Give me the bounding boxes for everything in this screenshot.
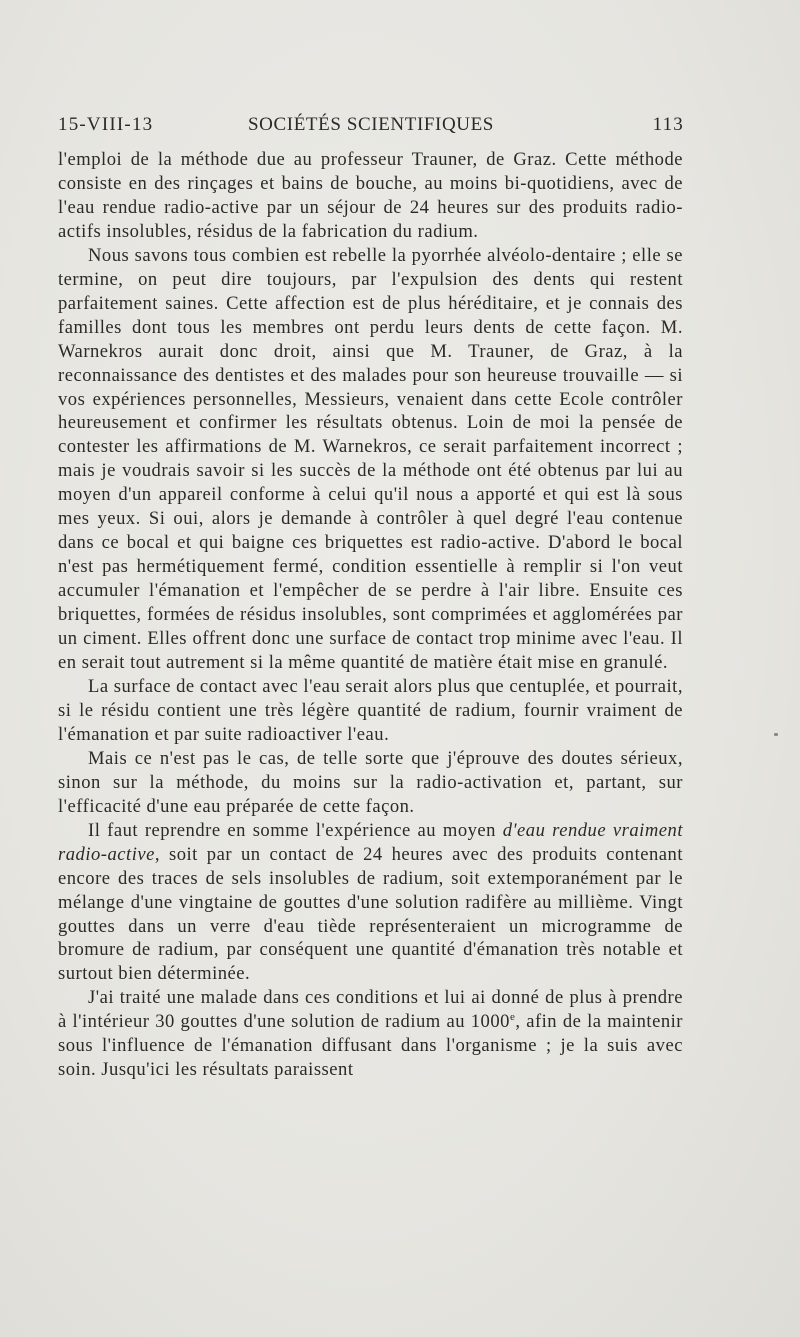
paragraph-6-start: J'ai traité une malade dans ces conditions et lui ai donné de plus à prendre à l'intérieur 30 gouttes d'une solution de radium au 1000 (58, 987, 683, 1033)
body-text (58, 148, 683, 1082)
running-head (58, 114, 684, 142)
paragraph-3: La surface de contact avec l'eau serait alors plus que centuplée, et pourrait, si le résidu contient une très légère quantité de radium, fournir vraiment de l'émanation et par suite radioactiver l'eau. (58, 675, 683, 745)
paragraph-6 (58, 986, 683, 1082)
paragraph-5-end: , soit par un contact de 24 heures avec des produits contenant encore des traces de sels insolubles de radium, soit extemporanément par le mélange d'une vingtaine de gouttes d'une solution radifère au millième. Vingt gouttes dans un verre d'eau tiède représenteraient un microgramme de bromure de radium, par conséquent une quantité d'émanation très notable et surtout bien déterminée. (58, 843, 683, 985)
paragraph-4: Mais ce n'est pas le cas, de telle sorte que j'éprouve des doutes sérieux, sinon sur la méthode, du moins sur la radio-activation et, partant, sur l'efficacité d'une eau préparée de cette façon. (58, 747, 683, 817)
header-title: SOCIÉTÉS SCIENTIFIQUES (248, 114, 494, 135)
paragraph-2: Nous savons tous combien est rebelle la pyorrhée alvéolo-dentaire ; elle se termine, on peut dire toujours, par l'expulsion des dents qui restent parfaitement saines. Cette affection est de plus héréditaire, et je connais des familles dont tous les membres ont perdu leurs dents de cette façon. M. Warnekros aurait donc droit, ainsi que M. Trauner, de Graz, à la reconnaissance des dentistes et des malades pour son heureuse trouvaille — si vos expériences personnelles, Messieurs, venaient dans cette Ecole contrôler heureusement et confirmer les résultats obtenus. Loin de moi la pensée de contester les affirmations de M. Warnekros, ce serait parfaitement incorrect ; mais je voudrais savoir si les succès de la méthode ont été obtenus par lui au moyen d'un appareil conforme à celui qu'il nous a apporté et qui est là sous mes yeux. Si oui, alors je demande à contrôler à quel degré l'eau contenue dans ce bocal et qui baigne ces briquettes est radio-active. D'abord le bocal n'est pas hermétiquement fermé, condition essentielle à remplir si l'on veut accumuler l'émanation et l'empêcher de se perdre à l'air libre. Ensuite ces briquettes, formées de résidus insolubles, sont comprimées et agglomérées par un ciment. Elles offrent donc une surface de contact trop minime avec l'eau. Il en serait tout autrement si la même quantité de matière était mise en granulé. (58, 244, 683, 674)
paragraph-1: l'emploi de la méthode due au professeur Trauner, de Graz. Cette méthode consiste en des rinçages et bains de bouche, au moins bi-quotidiens, avec de l'eau rendue radio-active par un séjour de 24 heures sur des produits radio-actifs insolubles, résidus de la fabrication du radium. (58, 149, 683, 242)
page-number: 113 (652, 114, 684, 135)
paragraph-6-end: , afin de la maintenir sous l'influence de l'émanation diffusant dans l'organisme ; je la suis avec soin. Jusqu'ici les résultats paraissent (58, 1011, 683, 1081)
paragraph-5 (58, 819, 683, 987)
header-date: 15-VIII-13 (58, 114, 154, 135)
paragraph-5-start: Il faut reprendre en somme l'expérience au moyen (88, 819, 503, 841)
ordinal-superscript: e (509, 1011, 516, 1024)
paragraph-5-italic: d'eau rendue vraiment radio-active (58, 819, 683, 865)
paper-speck (774, 733, 778, 736)
